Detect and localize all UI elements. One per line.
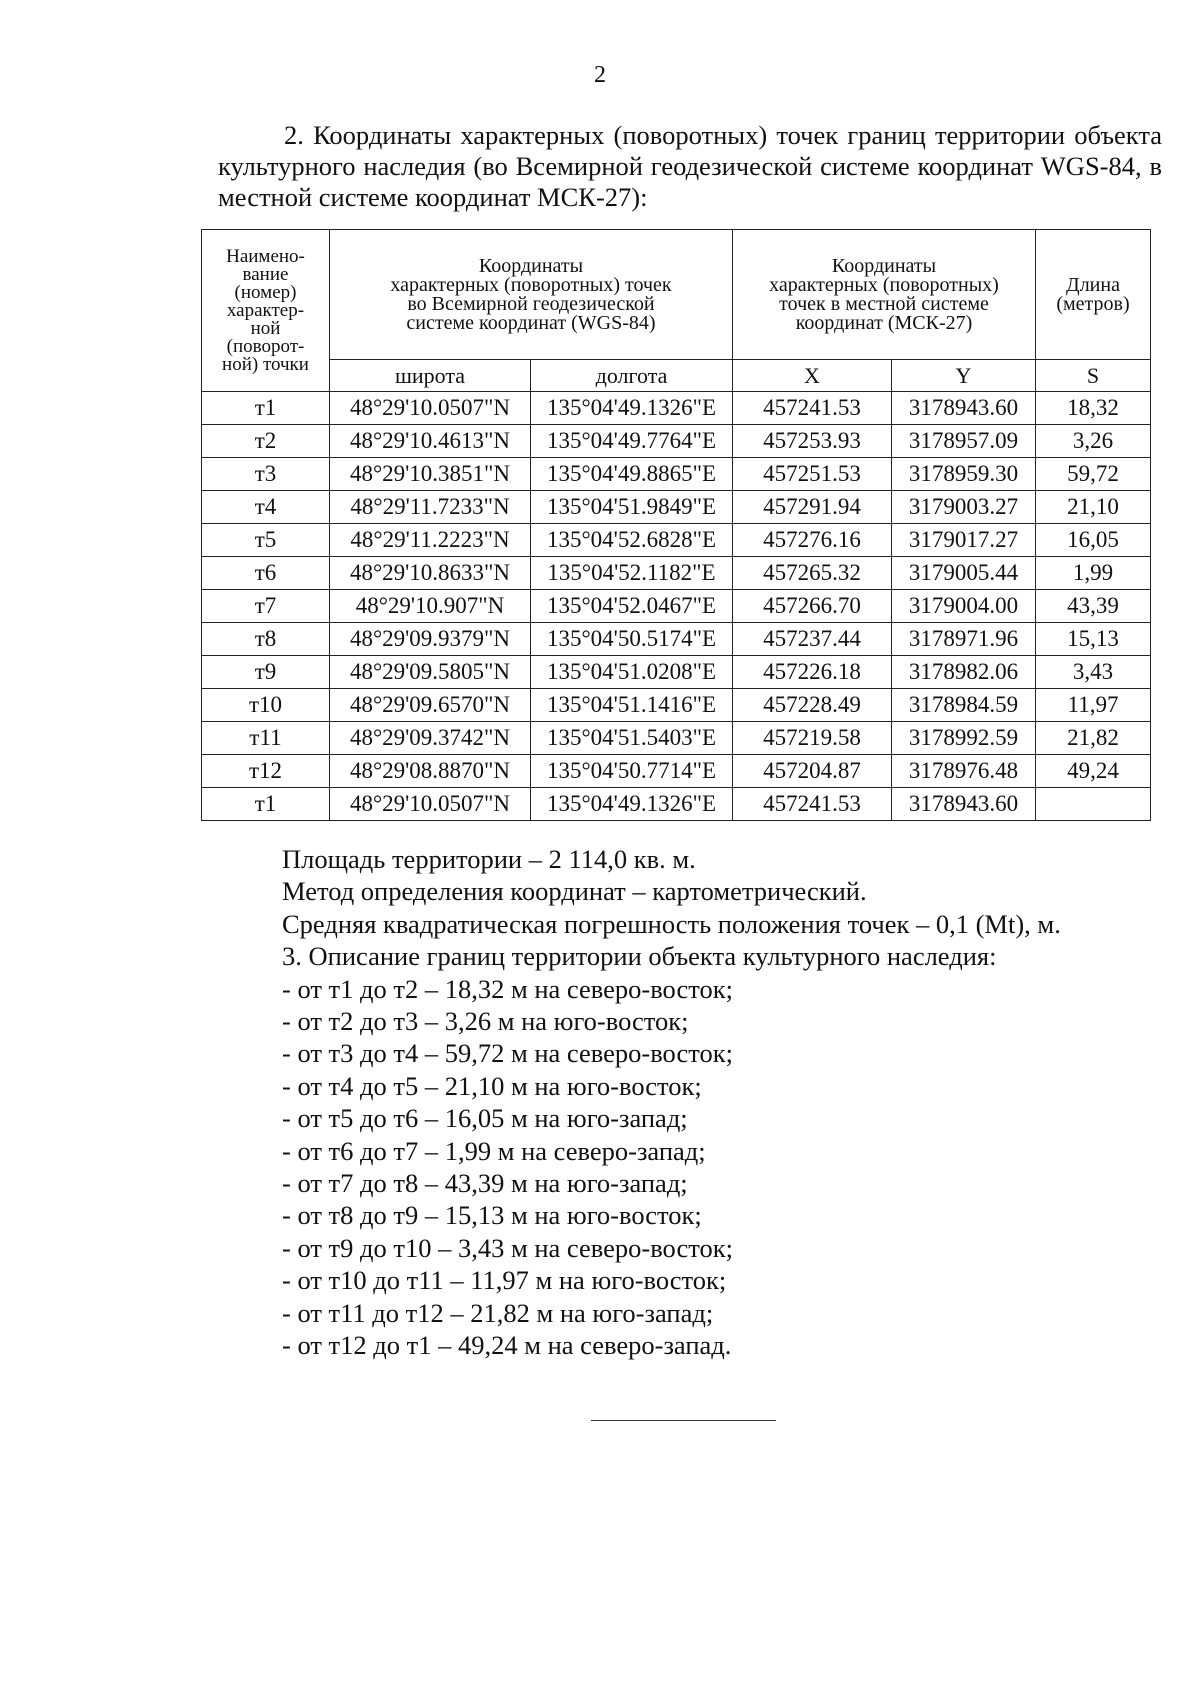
- cell-lat: 48°29'10.8633"N: [330, 557, 531, 590]
- cell-s: 59,72: [1036, 458, 1151, 491]
- cell-x: 457265.32: [733, 557, 892, 590]
- header-length: [1036, 230, 1151, 360]
- cell-lon: 135°04'50.7714"E: [531, 755, 733, 788]
- cell-lat: 48°29'10.0507"N: [330, 788, 531, 821]
- cell-s: 1,99: [1036, 557, 1151, 590]
- header-lat: широта: [330, 360, 531, 392]
- cell-y: 3178976.48: [892, 755, 1036, 788]
- header-wgs-line: во Всемирной геодезической: [407, 292, 655, 315]
- area-line: Площадь территории – 2 114,0 кв. м.: [282, 844, 696, 874]
- header-wgs-group: [330, 230, 733, 360]
- cell-point: т1: [202, 392, 330, 425]
- cell-point: т4: [202, 491, 330, 524]
- cell-s: 3,43: [1036, 656, 1151, 689]
- cell-s: [1036, 788, 1151, 821]
- header-msk-line: Координаты: [831, 254, 937, 277]
- cell-lat: 48°29'09.6570"N: [330, 689, 531, 722]
- header-point-name-line: Наимено-: [226, 245, 305, 267]
- cell-lat: 48°29'09.5805"N: [330, 656, 531, 689]
- cell-x: 457276.16: [733, 524, 892, 557]
- cell-s: 21,10: [1036, 491, 1151, 524]
- cell-y: 3179003.27: [892, 491, 1036, 524]
- cell-s: 21,82: [1036, 722, 1151, 755]
- cell-x: 457241.53: [733, 392, 892, 425]
- header-wgs-line: характерных (поворотных) точек: [390, 273, 672, 296]
- cell-lon: 135°04'52.6828"E: [531, 524, 733, 557]
- header-x: X: [733, 360, 892, 392]
- page-number: 2: [594, 62, 606, 88]
- header-point-name-line: ной) точки: [222, 353, 309, 375]
- cell-y: 3178971.96: [892, 623, 1036, 656]
- boundary-segment: - от т12 до т1 – 49,24 м на северо-запад.: [282, 1330, 732, 1361]
- cell-point: т8: [202, 623, 330, 656]
- header-point-name-line: вание: [242, 263, 289, 285]
- cell-y: 3178959.30: [892, 458, 1036, 491]
- cell-lon: 135°04'50.5174"E: [531, 623, 733, 656]
- cell-y: 3178943.60: [892, 788, 1036, 821]
- cell-point: т10: [202, 689, 330, 722]
- header-msk-line: характерных (поворотных): [769, 273, 999, 296]
- method-line: Метод определения координат – картометрический.: [282, 876, 867, 907]
- header-length-line: (метров): [1056, 292, 1130, 315]
- boundary-segment: - от т5 до т6 – 16,05 м на юго-запад;: [282, 1103, 688, 1134]
- cell-s: 3,26: [1036, 425, 1151, 458]
- cell-x: 457253.93: [733, 425, 892, 458]
- cell-point: т9: [202, 656, 330, 689]
- cell-lat: 48°29'10.0507"N: [330, 392, 531, 425]
- cell-x: 457237.44: [733, 623, 892, 656]
- boundary-segment: - от т3 до т4 – 59,72 м на северо-восток;: [282, 1038, 733, 1069]
- cell-y: 3179005.44: [892, 557, 1036, 590]
- header-y: Y: [892, 360, 1036, 392]
- boundary-segment: - от т2 до т3 – 3,26 м на юго-восток;: [282, 1006, 689, 1037]
- cell-lon: 135°04'49.1326"E: [531, 788, 733, 821]
- cell-lon: 135°04'49.7764"E: [531, 425, 733, 458]
- header-msk-line: точек в местной системе: [779, 292, 989, 315]
- cell-lon: 135°04'51.1416"E: [531, 689, 733, 722]
- cell-s: 43,39: [1036, 590, 1151, 623]
- boundary-segment: - от т4 до т5 – 21,10 м на юго-восток;: [282, 1070, 702, 1101]
- cell-point: т5: [202, 524, 330, 557]
- cell-lat: 48°29'08.8870"N: [330, 755, 531, 788]
- error-line: Средняя квадратическая погрешность положения точек – 0,1 (Mt), м.: [282, 908, 1061, 939]
- cell-lon: 135°04'52.0467"E: [531, 590, 733, 623]
- boundary-segment: - от т11 до т12 – 21,82 м на юго-запад;: [282, 1297, 714, 1328]
- cell-point: т3: [202, 458, 330, 491]
- cell-lat: 48°29'09.9379"N: [330, 623, 531, 656]
- cell-s: 18,32: [1036, 392, 1151, 425]
- header-point-name-line: (номер): [234, 281, 297, 303]
- cell-y: 3178957.09: [892, 425, 1036, 458]
- boundary-segment: - от т8 до т9 – 15,13 м на юго-восток;: [282, 1200, 702, 1231]
- table-row: [202, 491, 1151, 524]
- header-lon: долгота: [531, 360, 733, 392]
- cell-lat: 48°29'11.2223"N: [330, 524, 531, 557]
- cell-y: 3178982.06: [892, 656, 1036, 689]
- cell-point: т2: [202, 425, 330, 458]
- cell-lat: 48°29'10.4613"N: [330, 425, 531, 458]
- cell-lon: 135°04'51.5403"E: [531, 722, 733, 755]
- cell-s: 11,97: [1036, 689, 1151, 722]
- table-row: [202, 458, 1151, 491]
- cell-x: 457266.70: [733, 590, 892, 623]
- body-paragraphs: [282, 843, 1162, 1362]
- header-wgs-line: системе координат (WGS-84): [406, 311, 656, 334]
- cell-lon: 135°04'51.0208"E: [531, 656, 733, 689]
- cell-y: 3178943.60: [892, 392, 1036, 425]
- section-heading: 3. Описание границ территории объекта культурного наследия:: [282, 941, 997, 972]
- table-row: [202, 788, 1151, 821]
- table-row: [202, 722, 1151, 755]
- cell-lon: 135°04'51.9849"E: [531, 491, 733, 524]
- cell-x: 457241.53: [733, 788, 892, 821]
- boundary-segment: - от т7 до т8 – 43,39 м на юго-запад;: [282, 1168, 688, 1199]
- table-row: [202, 590, 1151, 623]
- cell-s: 49,24: [1036, 755, 1151, 788]
- table-row: [202, 656, 1151, 689]
- cell-point: т11: [202, 722, 330, 755]
- cell-y: 3178984.59: [892, 689, 1036, 722]
- cell-y: 3178992.59: [892, 722, 1036, 755]
- cell-lat: 48°29'11.7233"N: [330, 491, 531, 524]
- cell-lat: 48°29'09.3742"N: [330, 722, 531, 755]
- header-msk-line: координат (МСК-27): [795, 311, 973, 334]
- cell-s: 15,13: [1036, 623, 1151, 656]
- cell-x: 457226.18: [733, 656, 892, 689]
- boundary-segment: - от т9 до т10 – 3,43 м на северо-восток;: [282, 1232, 733, 1263]
- header-s: S: [1036, 360, 1151, 392]
- cell-point: т7: [202, 590, 330, 623]
- cell-lon: 135°04'49.1326"E: [531, 392, 733, 425]
- cell-point: т6: [202, 557, 330, 590]
- end-divider: [591, 1420, 776, 1421]
- cell-x: 457204.87: [733, 755, 892, 788]
- header-point-name: [202, 230, 330, 392]
- cell-point: т1: [202, 788, 330, 821]
- header-point-name-line: ной: [250, 317, 281, 339]
- coordinates-table: [201, 229, 1151, 821]
- header-msk-group: [733, 230, 1036, 360]
- table-row: [202, 392, 1151, 425]
- table-row: [202, 524, 1151, 557]
- boundary-segment: - от т6 до т7 – 1,99 м на северо-запад;: [282, 1135, 706, 1166]
- intro-paragraph: 2. Координаты характерных (поворотных) точек границ территории объекта культурного наследия (во Всемирной геодезической системе координат WGS-84, в местной системе координат МСК-27):: [218, 120, 1162, 212]
- cell-lon: 135°04'49.8865"E: [531, 458, 733, 491]
- cell-lat: 48°29'10.907"N: [330, 590, 531, 623]
- cell-lon: 135°04'52.1182"E: [531, 557, 733, 590]
- header-wgs-line: Координаты: [478, 254, 584, 277]
- table-row: [202, 557, 1151, 590]
- cell-x: 457251.53: [733, 458, 892, 491]
- table-row: [202, 623, 1151, 656]
- cell-y: 3179017.27: [892, 524, 1036, 557]
- cell-point: т12: [202, 755, 330, 788]
- table-row: [202, 425, 1151, 458]
- cell-x: 457228.49: [733, 689, 892, 722]
- header-length-line: Длина: [1066, 273, 1120, 296]
- cell-x: 457219.58: [733, 722, 892, 755]
- cell-x: 457291.94: [733, 491, 892, 524]
- cell-s: 16,05: [1036, 524, 1151, 557]
- cell-lat: 48°29'10.3851"N: [330, 458, 531, 491]
- boundary-segment: - от т10 до т11 – 11,97 м на юго-восток;: [282, 1265, 727, 1296]
- header-point-name-line: (поворот-: [226, 335, 305, 357]
- header-point-name-line: характер-: [226, 299, 305, 321]
- boundary-segment: - от т1 до т2 – 18,32 м на северо-восток;: [282, 973, 733, 1004]
- table-row: [202, 755, 1151, 788]
- table-row: [202, 689, 1151, 722]
- cell-y: 3179004.00: [892, 590, 1036, 623]
